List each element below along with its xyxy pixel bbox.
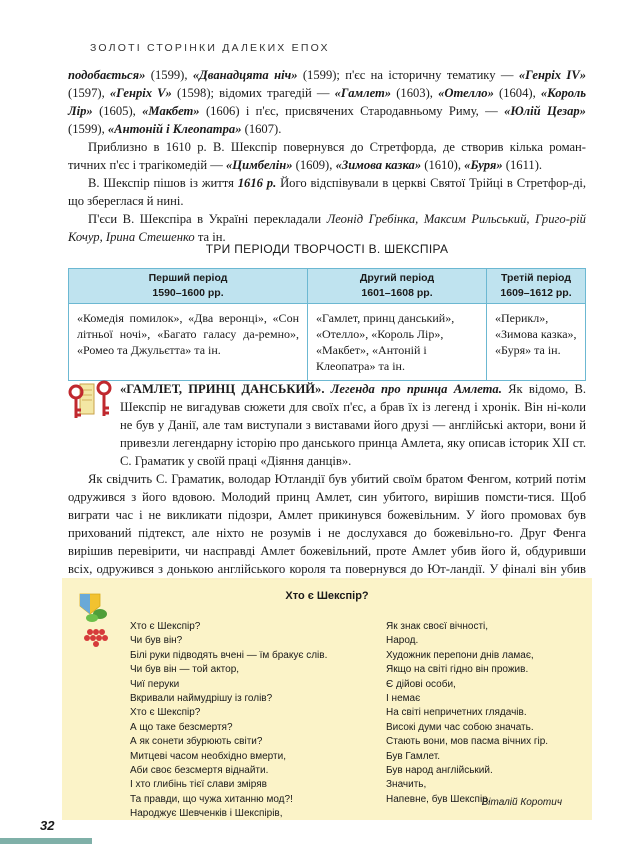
poem-right-line: І немає: [386, 693, 421, 705]
hamlet-paragraph-1: «ГАМЛЕТ, ПРИНЦ ДАНСЬКИЙ». Легенда про принца Амлета. Як відомо, В. Шекспір не вигадував сюжети для своїх п'єс, а брав їх із легенд і хронік. Він ні-коли не був у Данії, але там виступали з виставами його друзі — англійські актори, вони й привезли легендарну історію про данського принца Амлета, яку описав історик XII ст. С. Граматик у своїй праці «Діяння данців».: [120, 382, 587, 468]
poem-right-line: Був народ англійський.: [386, 765, 493, 777]
poem-title: Хто є Шекспір?: [285, 590, 369, 602]
poem-right-column: [386, 620, 548, 807]
intro-text: [68, 66, 586, 246]
poem-right-line: Якщо на світі гідно він прожив.: [386, 664, 529, 676]
hamlet-section: [68, 380, 586, 596]
poem-right-line: Народ.: [386, 635, 419, 647]
poem-right-line: Напевне, був Шекспір.: [386, 793, 491, 805]
period-header-3: Третій період 1609–1612 рр.: [487, 269, 586, 304]
page-number: 32: [40, 818, 55, 833]
poem-left-line: Чи був він?: [130, 635, 183, 647]
periods-title: ТРИ ПЕРІОДИ ТВОРЧОСТІ В. ШЕКСПІРА: [205, 242, 449, 256]
periods-table: [68, 268, 586, 381]
period-works-1: «Комедія помилок», «Два веронці», «Сон літньої ночі», «Багато галасу да-ремно», «Ромео та Джульєтта» та ін.: [69, 304, 308, 381]
hamlet-paragraph-2: Як свідчить С. Граматик, володар Ютландії був убитий своїм братом Фенгом, котрий потім одружився з його вдовою. Молодий принц Амлет, син убитого, вирішив помсти-тися. Щоб виграти час і не викликати підозри, Амлет прикинувся божевільним. У його промовах був прихований підтекст, але ніхто не розумів і не дослухався до божевільно-го. Друг Фенга вирішив перевірити, чи насправді Амлет божевільний, проте Амлет убив його й, обдуривши всіх, одружився з донькою англійського короля та повернувся до Ют-ландії. У фіналі він убив: [68, 472, 586, 576]
poem-right-line: Як знак своєї вічності,: [386, 621, 489, 632]
period-header-2: Другий період 1601–1608 рр.: [308, 269, 487, 304]
intro-paragraph-4: П'єси В. Шекспіра в Україні перекладали Леонід Гребінка, Максим Рильський, Григо-рій Кочур, Ірина Стешенко та ін.: [68, 212, 586, 244]
poem-right-line: Стають вони, мов пасма вічних гір.: [386, 736, 549, 748]
intro-paragraph-3: В. Шекспір пішов із життя 1616 р. Його відспівували в церкві Святої Трійці в Стретфор-ді, що збереглася й нині.: [68, 176, 587, 208]
poem-left-line: І хто глибінь тієї слави зміряв: [130, 779, 267, 791]
intro-paragraph-1: подобається» (1599), «Дванадцята ніч» (1599); п'єс на історичну тематику — «Генріх IV» (1597), «Генріх V» (1598); відомих трагедій — «Гамлет» (1603), «Отелло» (1604), «Король Лір» (1605), «Макбет» (1606) і п'єс, присвячених Стародавньому Риму, — «Юлій Цезар» (1599), «Антоній і Клеопатра» (1607).: [68, 68, 587, 136]
poem-left-line: Вкривали наймудрішу із голів?: [130, 693, 273, 705]
poem-left-column: [130, 620, 327, 822]
poem-left-line: А що таке безсмертя?: [130, 721, 233, 733]
poem-left-line: Митцеві часом необхідно вмерти,: [130, 750, 286, 762]
period-header-1: Перший період 1590–1600 рр.: [69, 269, 308, 304]
period-works-3: «Перикл», «Зимова казка», «Буря» та ін.: [487, 304, 586, 381]
page-bar: [0, 838, 92, 844]
poem-left-line: Та правди, що чужа хитанню мод?!: [130, 793, 293, 805]
poem-left-line: Хто є Шекспір?: [130, 707, 201, 719]
flowers-icon: [76, 588, 116, 658]
period-works-2: «Гамлет, принц данський», «Отелло», «Король Лір», «Макбет», «Антоній і Клеопатра» та ін.: [308, 304, 487, 381]
poem-right-line: Був Гамлет.: [386, 750, 441, 762]
poem-right-line: Художник перепони днів ламає,: [386, 649, 534, 661]
poem-left-line: Хто є Шекспір?: [130, 621, 201, 632]
poem-box: [62, 578, 592, 820]
poem-left-line: Чиї перуки: [130, 678, 180, 690]
intro-paragraph-2: Приблизно в 1610 р. В. Шекспір повернувся до Стретфорда, де створив кілька роман-тичних п'єс і трагікомедій — «Цимбелін» (1609), «Зимова казка» (1610), «Буря» (1611).: [68, 140, 586, 172]
poem-left-line: Народжує Шевченків і Шекспірів,: [130, 808, 283, 820]
poem-author: Віталій Коротич: [481, 797, 562, 808]
hamlet-title: «ГАМЛЕТ, ПРИНЦ ДАНСЬКИЙ».: [120, 382, 325, 396]
poem-left-line: Білі руки підводять вчені — їм бракує слів.: [130, 649, 328, 661]
poem-left-line: А як сонети збурюють світи?: [130, 736, 263, 748]
poem-right-line: Значить,: [386, 779, 427, 791]
poem-left-line: Чи був він — той актор,: [130, 664, 240, 676]
periods-header-row: [69, 269, 586, 304]
running-header: ЗОЛОТІ СТОРІНКИ ДАЛЕКИХ ЕПОХ: [90, 42, 330, 54]
poem-right-line: Високі думи час собою значать.: [386, 721, 534, 733]
poem-right-line: На світі непричетних глядачів.: [386, 707, 527, 719]
poem-right-line: Є дійові особи,: [386, 678, 456, 690]
poem-left-line: Аби своє безсмертя віднайти.: [130, 765, 269, 777]
periods-works-row: [69, 304, 586, 381]
